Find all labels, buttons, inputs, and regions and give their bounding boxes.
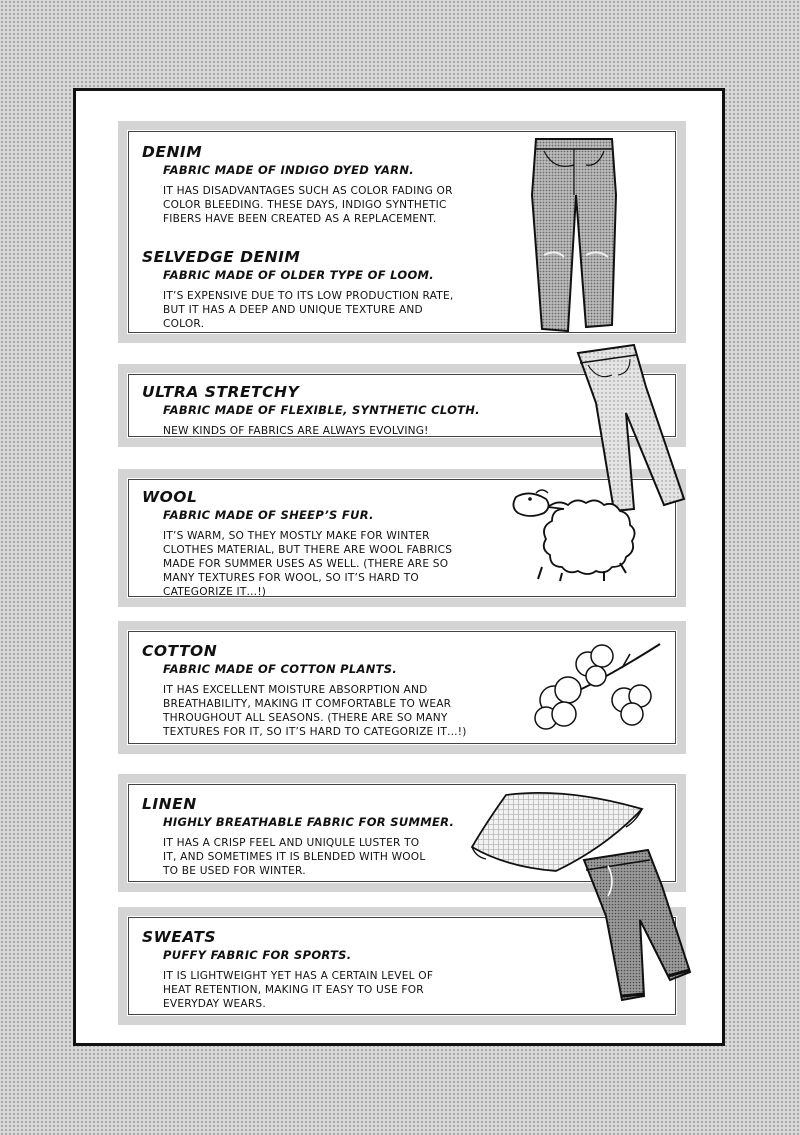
entry-description: IT IS LIGHTWEIGHT YET HAS A CERTAIN LEVEL OF HEAT RETENTION, MAKING IT EASY TO USE FOR EVERYDAY WEARS. xyxy=(163,970,434,1010)
entry-title: ULTRA STRETCHY xyxy=(142,383,300,401)
entry-description: IT HAS DISADVANTAGES SUCH AS COLOR FADING OR COLOR BLEEDING. THESE DAYS, INDIGO SYNTHETIC FIBERS HAVE BEEN CREATED AS A REPLACEMENT. xyxy=(163,185,453,225)
entry-linen xyxy=(142,795,454,878)
entry-subtitle: HIGHLY BREATHABLE FABRIC FOR SUMMER. xyxy=(163,815,455,829)
entry-description: IT’S EXPENSIVE DUE TO ITS LOW PRODUCTION RATE, BUT IT HAS A DEEP AND UNIQUE TEXTURE AND COLOR. xyxy=(163,290,454,330)
entry-subtitle: FABRIC MADE OF INDIGO DYED YARN. xyxy=(163,163,414,177)
entry-cotton xyxy=(142,642,467,739)
entry-title: SELVEDGE DENIM xyxy=(142,248,301,266)
denim-jeans-icon xyxy=(524,135,624,335)
entry-subtitle: FABRIC MADE OF SHEEP’S FUR. xyxy=(163,508,374,522)
page-frame xyxy=(73,88,725,1046)
entry-title: LINEN xyxy=(142,795,197,813)
entry-title: SWEATS xyxy=(142,928,217,946)
entry-ultra-stretchy xyxy=(142,383,480,438)
entry-description: IT’S WARM, SO THEY MOSTLY MAKE FOR WINTER CLOTHES MATERIAL, BUT THERE ARE WOOL FABRICS MADE FOR SUMMER USES AS WELL. (THERE ARE SO MANY TEXTURES FOR WOOL, SO IT’S HARD TO CATEGORIZE IT…!) xyxy=(163,530,453,598)
entry-subtitle: PUFFY FABRIC FOR SPORTS. xyxy=(163,948,352,962)
stretch-jeans-icon xyxy=(572,343,692,513)
entry-title: DENIM xyxy=(142,143,203,161)
entry-title: COTTON xyxy=(142,642,218,660)
entry-description: IT HAS A CRISP FEEL AND UNIQULE LUSTER TO IT, AND SOMETIMES IT IS BLENDED WITH WOOL TO BE USED FOR WINTER. xyxy=(163,837,426,877)
entry-denim xyxy=(142,143,453,226)
sheep-icon xyxy=(512,489,652,584)
entry-description: IT HAS EXCELLENT MOISTURE ABSORPTION AND BREATHABILITY, MAKING IT COMFORTABLE TO WEAR THROUGHOUT ALL SEASONS. (THERE ARE SO MANY TEXTURES FOR IT, SO IT’S HARD TO CATEGORIZE IT…!) xyxy=(163,684,467,738)
entry-description: NEW KINDS OF FABRICS ARE ALWAYS EVOLVING! xyxy=(163,425,429,437)
cotton-branch-icon xyxy=(524,636,664,731)
entry-subtitle: FABRIC MADE OF COTTON PLANTS. xyxy=(163,662,398,676)
entry-subtitle: FABRIC MADE OF FLEXIBLE, SYNTHETIC CLOTH. xyxy=(163,403,480,417)
entry-subtitle: FABRIC MADE OF OLDER TYPE OF LOOM. xyxy=(163,268,434,282)
entry-title: WOOL xyxy=(142,488,198,506)
sweatpants-icon xyxy=(578,846,698,1006)
entry-selvedge-denim xyxy=(142,248,453,331)
entry-wool xyxy=(142,488,452,599)
entry-sweats xyxy=(142,928,433,1011)
